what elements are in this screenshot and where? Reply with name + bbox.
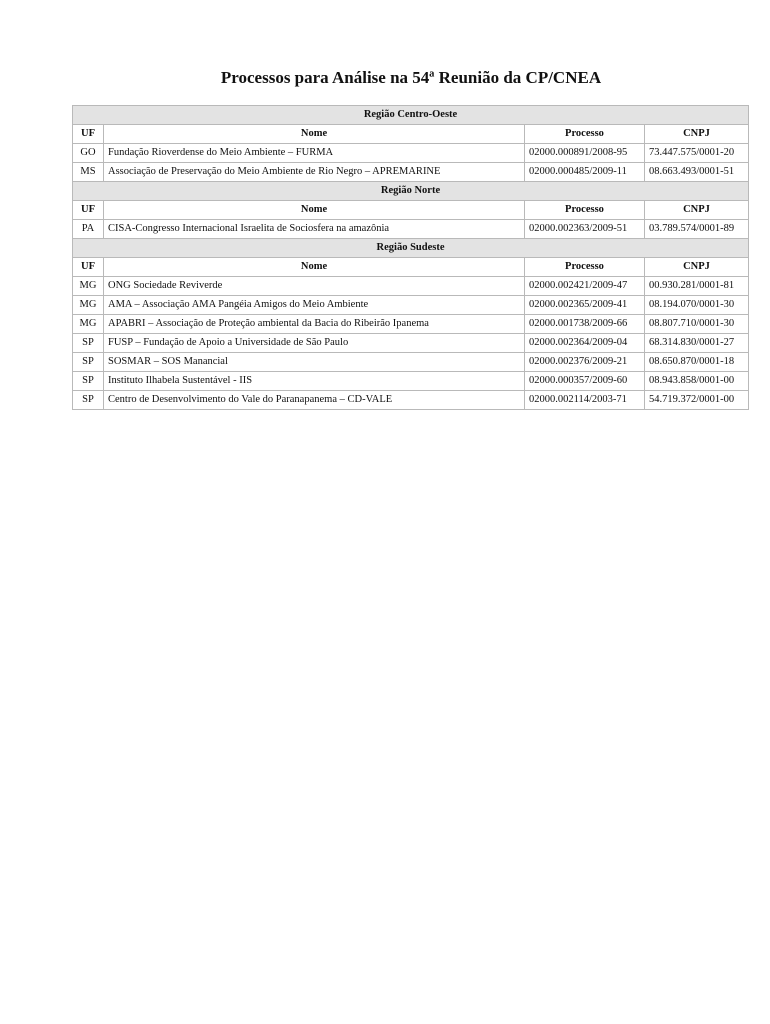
nome-cell: CISA-Congresso Internacional Israelita de Sociosfera na amazônia [104,220,525,239]
table-row [73,220,749,239]
processes-table-body [73,106,749,410]
processo-cell: 02000.002421/2009-47 [525,277,645,296]
processo-cell: 02000.001738/2009-66 [525,315,645,334]
uf-cell: MG [73,277,104,296]
processo-cell: 02000.002363/2009-51 [525,220,645,239]
uf-cell: PA [73,220,104,239]
page-title: Processos para Análise na 54ª Reunião da CP/CNEA [220,68,602,87]
uf-cell: MG [73,315,104,334]
region-header-row [73,106,749,125]
table-row [73,334,749,353]
column-header-cnpj: CNPJ [645,258,749,277]
uf-cell: GO [73,144,104,163]
cnpj-cell: 08.943.858/0001-00 [645,372,749,391]
column-header-uf: UF [73,125,104,144]
cnpj-cell: 54.719.372/0001-00 [645,391,749,410]
column-header-row [73,125,749,144]
column-header-uf: UF [73,201,104,220]
column-header-row [73,258,749,277]
cnpj-cell: 00.930.281/0001-81 [645,277,749,296]
region-title: Região Sudeste [73,239,749,258]
processo-cell: 02000.002364/2009-04 [525,334,645,353]
uf-cell: MG [73,296,104,315]
column-header-row [73,201,749,220]
processo-cell: 02000.002365/2009-41 [525,296,645,315]
processo-cell: 02000.000891/2008-95 [525,144,645,163]
cnpj-cell: 08.194.070/0001-30 [645,296,749,315]
processo-cell: 02000.002114/2003-71 [525,391,645,410]
uf-cell: SP [73,391,104,410]
nome-cell: FUSP – Fundação de Apoio a Universidade de São Paulo [104,334,525,353]
cnpj-cell: 03.789.574/0001-89 [645,220,749,239]
cnpj-cell: 08.663.493/0001-51 [645,163,749,182]
nome-cell: Centro de Desenvolvimento do Vale do Paranapanema – CD-VALE [104,391,525,410]
nome-cell: SOSMAR – SOS Manancial [104,353,525,372]
nome-cell: Instituto Ilhabela Sustentável - IIS [104,372,525,391]
column-header-processo: Processo [525,258,645,277]
nome-cell: Fundação Rioverdense do Meio Ambiente – FURMA [104,144,525,163]
region-title: Região Norte [73,182,749,201]
uf-cell: SP [73,372,104,391]
column-header-cnpj: CNPJ [645,125,749,144]
cnpj-cell: 08.807.710/0001-30 [645,315,749,334]
table-row [73,296,749,315]
column-header-processo: Processo [525,201,645,220]
uf-cell: SP [73,353,104,372]
table-row [73,277,749,296]
nome-cell: APABRI – Associação de Proteção ambiental da Bacia do Ribeirão Ipanema [104,315,525,334]
table-row [73,144,749,163]
table-row [73,353,749,372]
column-header-cnpj: CNPJ [645,201,749,220]
processo-cell: 02000.002376/2009-21 [525,353,645,372]
table-row [73,372,749,391]
uf-cell: MS [73,163,104,182]
processo-cell: 02000.000485/2009-11 [525,163,645,182]
uf-cell: SP [73,334,104,353]
region-title: Região Centro-Oeste [73,106,749,125]
nome-cell: Associação de Preservação do Meio Ambiente de Rio Negro – APREMARINE [104,163,525,182]
table-row [73,315,749,334]
region-header-row [73,182,749,201]
table-row [73,391,749,410]
column-header-uf: UF [73,258,104,277]
region-header-row [73,239,749,258]
table-row [73,163,749,182]
cnpj-cell: 68.314.830/0001-27 [645,334,749,353]
column-header-nome: Nome [104,125,525,144]
column-header-processo: Processo [525,125,645,144]
processo-cell: 02000.000357/2009-60 [525,372,645,391]
cnpj-cell: 08.650.870/0001-18 [645,353,749,372]
cnpj-cell: 73.447.575/0001-20 [645,144,749,163]
nome-cell: AMA – Associação AMA Pangéia Amigos do Meio Ambiente [104,296,525,315]
nome-cell: ONG Sociedade Reviverde [104,277,525,296]
processes-table [72,105,749,410]
column-header-nome: Nome [104,258,525,277]
column-header-nome: Nome [104,201,525,220]
